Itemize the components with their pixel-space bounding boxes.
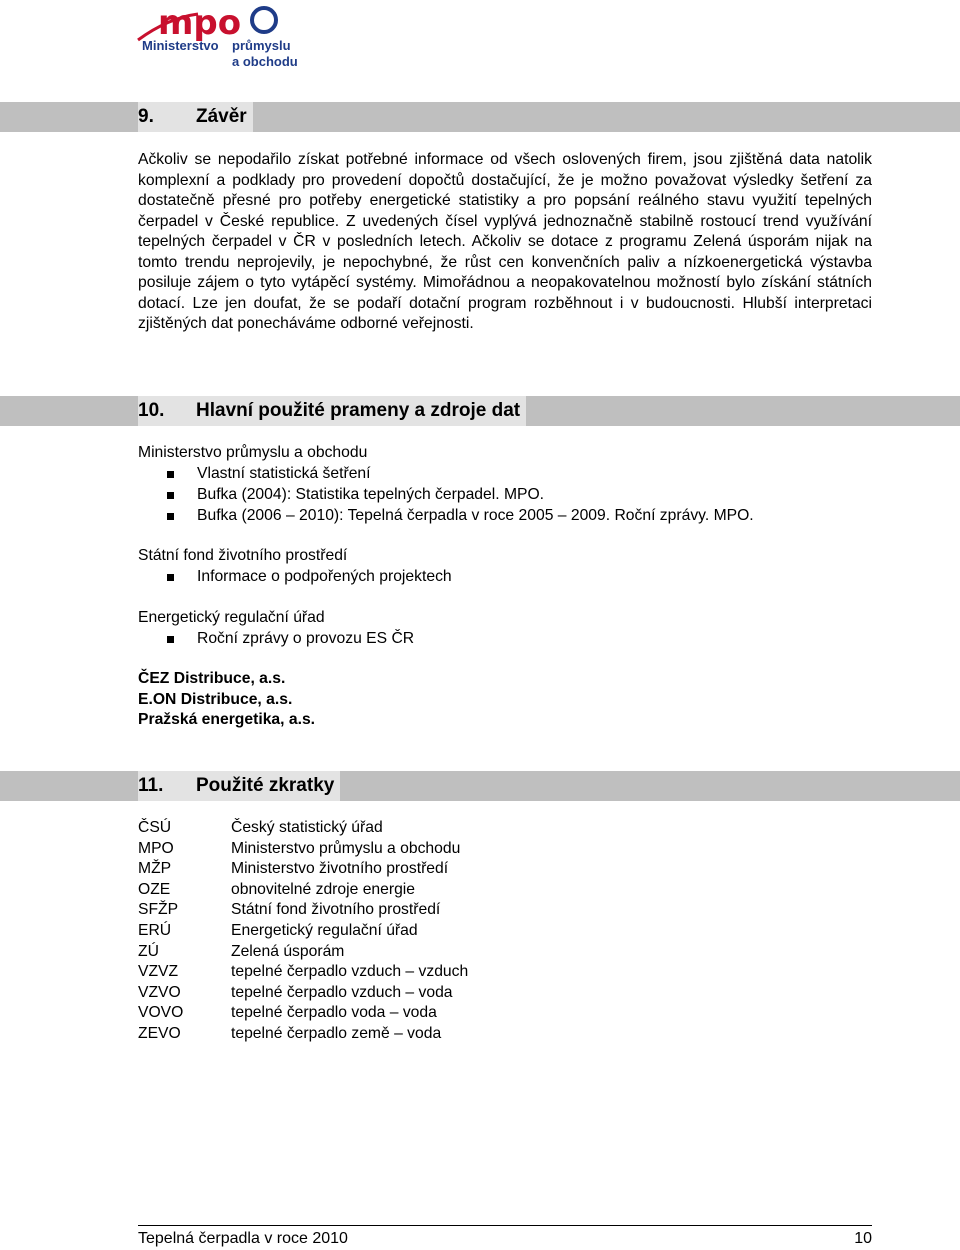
bullet-icon xyxy=(167,574,174,581)
source-group-mpo-heading: Ministerstvo průmyslu a obchodu xyxy=(138,444,368,461)
bullet-icon xyxy=(167,513,174,520)
section-9-number: 9. xyxy=(138,106,154,127)
logo-mark: mpo xyxy=(158,3,242,43)
section-11-number: 11. xyxy=(138,775,164,796)
source-group-sfzp-heading: Státní fond životního prostředí xyxy=(138,547,348,564)
bullet-icon xyxy=(167,471,174,478)
section-10-number: 10. xyxy=(138,400,165,421)
footer-divider xyxy=(138,1225,872,1226)
bullet-icon xyxy=(167,492,174,499)
source-other-eon: E.ON Distribuce, a.s. xyxy=(138,691,293,708)
logo-line3: a obchodu xyxy=(232,54,298,69)
section-10-heading xyxy=(138,396,526,426)
section-11-title: Použité zkratky xyxy=(196,775,335,796)
section-10-title: Hlavní použité prameny a zdroje dat xyxy=(196,400,521,421)
source-other-pre: Pražská energetika, a.s. xyxy=(138,711,316,728)
footer-title: Tepelná čerpadla v roce 2010 xyxy=(138,1230,348,1247)
section-9-title: Závěr xyxy=(196,106,247,127)
mpo-logo xyxy=(128,0,308,78)
page-number: 10 xyxy=(854,1230,872,1247)
section-11-heading xyxy=(138,771,340,801)
logo-line2: průmyslu xyxy=(232,38,291,53)
source-group-eru-heading: Energetický regulační úřad xyxy=(138,609,325,626)
section-9-heading xyxy=(138,102,253,132)
mpo-logo-graphic xyxy=(128,0,308,78)
logo-line1: Ministerstvo xyxy=(142,38,219,53)
conclusion-paragraph: Ačkoliv se nepodařilo získat potřebné informace od všech oslovených firem, jsou zjištěná data natolik komplexní a podklady pro provedení dopočtů dostačující, že je možno považovat výsledky šetření za dostatečně přesné pro potřeby energetické statistiky a pro popsání reálného stavu využití tepelných čerpadel v České republice. Z uvedených čísel vyplývá jednoznačně stabilně rostoucí trend využívání tepelných čerpadel v ČR v posledních letech. Ačkoliv se dotace z programu Zelená úsporám nijak na tomto trendu neprojevily, je nepochybné, že růst cen konvenčních paliv a nízkoenergetická výstavba posiluje zájem o tyto vytápěcí systémy. Mimořádnou a neopakovatelnou možností bylo získání státních dotací. Lze jen doufat, že se podaří dotační program rozběhnout i v budoucnosti. Hlubší interpretaci zjištěných dat ponecháváme odborné veřejnosti. xyxy=(138,151,872,332)
source-other-cez: ČEZ Distribuce, a.s. xyxy=(138,670,286,687)
bullet-icon xyxy=(167,636,174,643)
